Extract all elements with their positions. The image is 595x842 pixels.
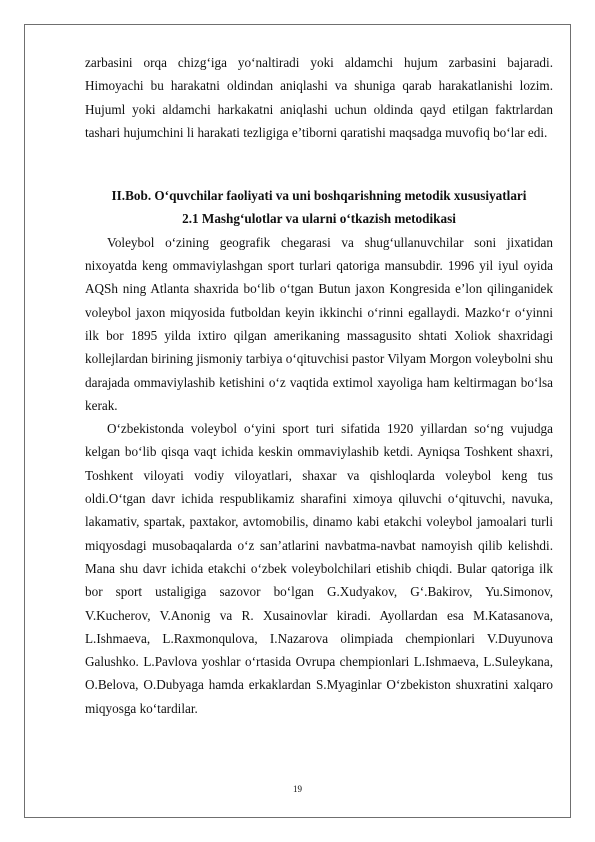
chapter-heading: II.Bob. O‘quvchilar faoliyati va uni boshqarishning metodik xususiyatlari [111,188,527,204]
paragraph-intro: zarbasini orqa chizg‘iga yo‘naltiradi yoki aldamchi hujum zarbasini bajaradi. Himoyachi bu harakatni oldindan aniqlashi va shuniga qarab harakatlanishi lozim. Hujuml yoki aldamchi harkakatni aniqlashi uchun oldinda qayd etilgan faktrlardan tashari hujumchini li harakati tezligiga e’tiborni qaratishi maqsadga muvofiq bo‘lar edi. [85,55,553,140]
page-number: 19 [293,784,302,794]
document-body [85,51,553,720]
paragraph-volleyball-history: Voleybol o‘zining geografik chegarasi va shug‘ullanuvchilar soni jixatidan nixoyatda keng ommaviylashgan sport turlari qatoriga mansubdir. 1996 yil iyul oyida AQSh ning Atlanta shaxrida bo‘lib o‘tgan Butun jaxon Kongresida e’lon qilinganidek voleybol jaxon miqyosida futboldan keyin ikkinchi o‘rinni egallaydi. Mazko‘r o‘yinni ilk bor 1895 yilda ixtiro qilgan amerikaning massagusito shtati Xoliok shaxridagi kollejlardan birining jismoniy tarbiya o‘qituvchisi pastor Vilyam Morgon voleybolni shu darajada ommaviylashib ketishini o‘z vaqtida extimol xayoliga ham keltirmagan bo‘lsa kerak. [85,234,553,413]
paragraph-volleyball-uzbekistan: O‘zbekistonda voleybol o‘yini sport turi sifatida 1920 yillardan so‘ng vujudga kelgan bo‘lib qisqa vaqt ichida keskin ommaviylashib ketdi. Ayniqsa Toshkent shaxri, Toshkent viloyati vodiy viloyatlari, shaxar va qishloqlarda voleybol keng tus oldi.O‘tgan davr ichida respublikamiz sharafini ximoya qiluvchi o‘qituvchi, navuka, lakamativ, spartak, paxtakor, avtomobilis, dinamo kabi etakchi voleybol jamoalari turli miqyosdagi musobaqalarda o‘z san’atlarini navbatma-navbat namoyish qilib kelishdi. Mana shu davr ichida etakchi o‘zbek voleybolchilari etishib chiqdi. Bular qatoriga ilk bor sport ustaligiga sazovor bo‘lgan G.Xudyakov, G‘.Bakirov, Yu.Simonov, V.Kucherov, V.Anonig va R. Xusainovlar kiradi. Ayollardan esa M.Katasanova, L.Ishmaeva, L.Raxmonqulova, I.Nazarova olimpiada chempionlari V.Duyunova Galushko. L.Pavlova yoshlar o‘rtasida Ovrupa chempionlari L.Ishmaeva, L.Suleykana, O.Belova, O.Dubyaga hamda erkaklardan S.Myaginlar O‘zbekiston shuxratini xalqaro miqyosga ko‘tardilar. [85,421,553,716]
section-heading: 2.1 Mashg‘ulotlar va ularni o‘tkazish metodikasi [182,211,456,227]
